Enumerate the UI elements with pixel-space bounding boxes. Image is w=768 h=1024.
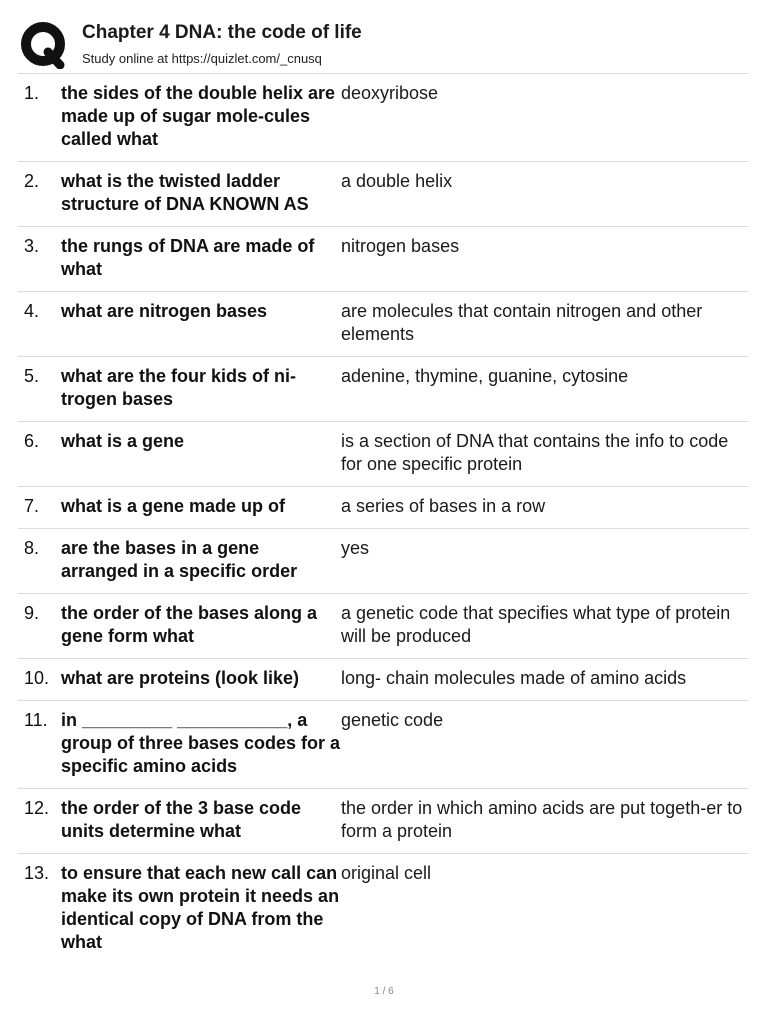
card-definition: are molecules that contain nitrogen and other elements — [341, 301, 703, 344]
card-definition: a series of bases in a row — [341, 496, 546, 516]
card-definition: original cell — [341, 863, 432, 883]
card-term: what is a gene made up of — [61, 496, 286, 516]
page-header — [0, 0, 768, 74]
card-term: what is a gene — [61, 431, 185, 451]
card-number: 7. — [24, 496, 40, 516]
card-definition: is a section of DNA that contains the info to code for one specific protein — [341, 431, 729, 474]
card-number: 5. — [24, 366, 40, 386]
flashcard-list — [18, 74, 749, 964]
card-term: to ensure that each new call can make its own protein it needs an identical copy of DNA from the what — [61, 863, 340, 952]
flashcard-row — [18, 854, 749, 964]
card-definition: genetic code — [341, 710, 444, 730]
flashcard-row — [18, 701, 749, 789]
flashcard-row — [18, 789, 749, 854]
card-term: the rungs of DNA are made of what — [61, 236, 315, 279]
card-number: 1. — [24, 83, 40, 103]
flashcard-row — [18, 659, 749, 701]
quizlet-logo-icon — [20, 21, 68, 69]
card-definition: the order in which amino acids are put togeth-er to form a protein — [341, 798, 743, 841]
flashcard-row — [18, 162, 749, 227]
card-number: 8. — [24, 538, 40, 558]
flashcard-row — [18, 292, 749, 357]
card-number: 4. — [24, 301, 40, 321]
card-number: 2. — [24, 171, 40, 191]
page-title: Chapter 4 DNA: the code of life — [82, 22, 362, 43]
card-definition: adenine, thymine, guanine, cytosine — [341, 366, 629, 386]
flashcard-row — [18, 487, 749, 529]
card-term: what are the four kids of ni-trogen bases — [61, 366, 297, 409]
card-number: 10. — [24, 668, 50, 688]
card-number: 12. — [24, 798, 50, 818]
flashcard-row — [18, 74, 749, 162]
card-definition: deoxyribose — [341, 83, 439, 103]
page-indicator: 1 / 6 — [374, 986, 394, 997]
card-definition: yes — [341, 538, 370, 558]
card-number: 11. — [24, 710, 48, 730]
card-definition: long- chain molecules made of amino acids — [341, 668, 687, 688]
card-number: 13. — [24, 863, 50, 883]
card-definition: nitrogen bases — [341, 236, 460, 256]
card-term: what is the twisted ladder structure of DNA KNOWN AS — [61, 171, 309, 214]
card-term: what are nitrogen bases — [61, 301, 268, 321]
card-term: are the bases in a gene arranged in a specific order — [61, 538, 298, 581]
card-term: what are proteins (look like) — [61, 668, 300, 688]
card-definition: a double helix — [341, 171, 453, 191]
card-number: 6. — [24, 431, 40, 451]
study-link[interactable]: Study online at https://quizlet.com/_cnusq — [82, 51, 322, 66]
flashcard-row — [18, 422, 749, 487]
flashcard-row — [18, 529, 749, 594]
card-term: in _________ ___________, a group of three bases codes for a specific amino acids — [61, 710, 341, 776]
flashcard-row — [18, 357, 749, 422]
card-number: 9. — [24, 603, 40, 623]
card-term: the order of the bases along a gene form what — [61, 603, 318, 646]
flashcard-row — [18, 227, 749, 292]
card-term: the sides of the double helix are made up of sugar mole-cules called what — [61, 83, 336, 149]
card-number: 3. — [24, 236, 40, 256]
flashcard-row — [18, 594, 749, 659]
card-definition: a genetic code that specifies what type of protein will be produced — [341, 603, 731, 646]
card-term: the order of the 3 base code units determine what — [61, 798, 302, 841]
